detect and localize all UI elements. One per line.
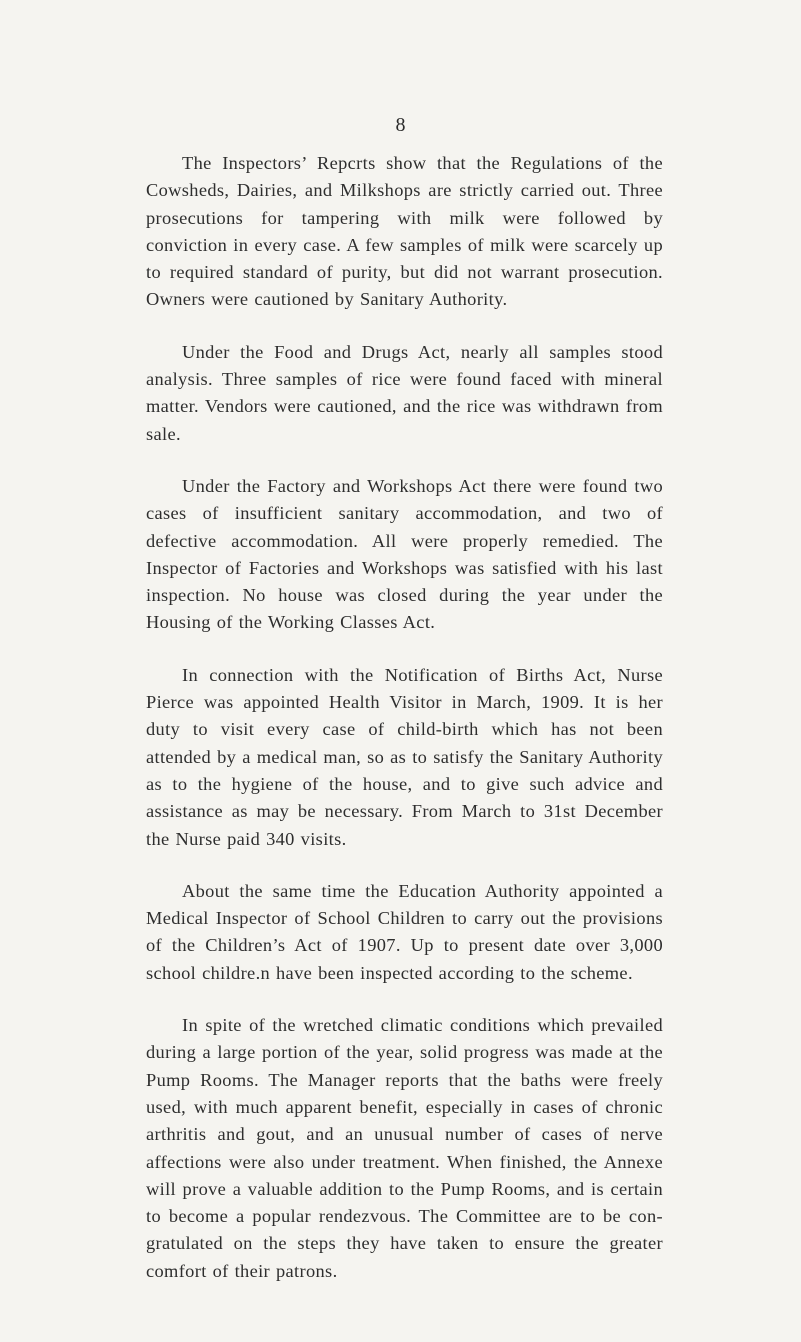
page-number: 8 (395, 114, 406, 136)
paragraph-inspectors-reports: The Inspectors’ Repcrts show that the Regulations of the Cowsheds, Dairies, and Milkshops are strictly carried out. Three prosecutions for tampering with milk were followed by conviction in every case. A few samples of milk were scarcely up to required standard of purity, but did not warrant prosecution. Owners were cautioned by Sanitary Authority. (146, 153, 663, 310)
paragraph-pump-rooms: In spite of the wretched climatic conditions which prevailed during a large portion of the year, solid progress was made at the Pump Rooms. The Manager reports that the baths were freely used, with much apparent benefit, especially in cases of chronic arthritis and gout, and an unusual number of cases of nerve affections were also under treatment. When finished, the Annexe will prove a valuable addition to the Pump Rooms, and is certain to become a popular rendezvous. The Committee are to be con- gratulated on the steps they have taken to ensure the greater comfort of their patrons. (146, 1015, 663, 1281)
paragraph-notification-of-births-act: In connection with the Notification of Births Act, Nurse Pierce was appointed Health Visitor in March, 1909. It is her duty to visit every case of child-birth which has not been attended by a medical man, so as to satisfy the Sanitary Authority as to the hygiene of the house, and to give such advice and assistance as may be necessary. From March to 31st December the Nurse paid 340 visits. (146, 664, 663, 849)
paragraph-education-authority: About the same time the Education Authority appointed a Medical Inspector of School Children to carry out the provisions of the Children’s Act of 1907. Up to present date over 3,000 school childre.n have been inspected according to the scheme. (146, 880, 663, 983)
paragraph-food-and-drugs-act: Under the Food and Drugs Act, nearly all samples stood analysis. Three samples of rice were found faced with mineral matter. Vendors were cautioned, and the rice was withdrawn from sale. (146, 341, 663, 444)
paragraph-factory-and-workshops-act: Under the Factory and Workshops Act there were found two cases of insufficient sanitary accommodation, and two of defective accommodation. All were properly remedied. The Inspector of Factories and Workshops was satisfied with his last inspection. No house was closed during the year under the Housing of the Working Classes Act. (146, 475, 663, 633)
body-text (146, 150, 663, 1285)
